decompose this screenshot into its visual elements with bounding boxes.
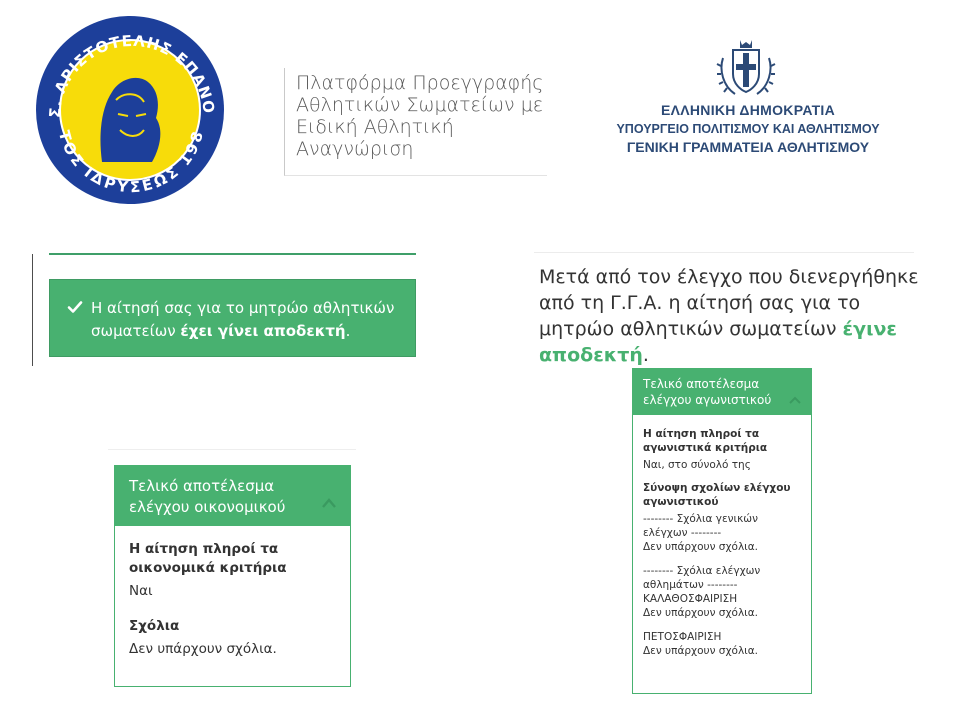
svg-text:Α.Ε.Σ. ΑΡΙΣΤΟΤΕΛΗΣ ΕΠΑΝΟΜΗΣ: Σ. ΑΡΙΣΤΟΤΕΛΗΣ ΕΠΑΝΟ — [45, 31, 219, 119]
competitive-result-card — [632, 368, 812, 694]
alert-text-end: . — [345, 322, 351, 340]
sports-checks-header: -------- Σχόλια ελέγχων αθλημάτων -------- — [643, 565, 761, 591]
financial-comments-label: Σχόλια — [129, 618, 180, 634]
financial-card-title: Τελικό αποτέλεσμα ελέγχου οικονομικού — [129, 477, 286, 516]
ministry-header — [612, 36, 884, 160]
sport-name-basketball: ΚΑΛΑΘΟΣΦΑΙΡΙΣΗ — [643, 593, 738, 605]
competitive-summary-label: Σύνοψη σχολίων ελέγχου αγωνιστικού — [643, 482, 791, 508]
sport-basketball-comments: Δεν υπάρχουν σχόλια. — [643, 607, 758, 619]
platform-title-line: Αναγνώριση — [296, 138, 414, 160]
financial-criteria-label: Η αίτηση πληροί τα οικονομικά κριτήρια — [129, 541, 287, 576]
success-alert-message — [91, 297, 411, 343]
platform-title — [284, 68, 547, 176]
alert-text-bold: έχει γίνει αποδεκτή — [180, 322, 346, 340]
platform-title-line: Πλατφόρμα Προεγγραφής — [296, 72, 544, 94]
chevron-up-icon[interactable] — [322, 498, 336, 508]
ministry-line-ministry: ΥΠΟΥΡΓΕΙΟ ΠΟΛΙΤΙΣΜΟΥ ΚΑΙ ΑΘΛΗΤΙΣΜΟΥ — [616, 122, 880, 136]
competitive-criteria-value: Ναι, στο σύνολό της — [643, 459, 751, 471]
ministry-line-republic: ΕΛΛΗΝΙΚΗ ΔΗΜΟΚΡΑΤΙΑ — [660, 102, 836, 118]
competitive-card-title: Τελικό αποτέλεσμα ελέγχου αγωνιστικού — [643, 377, 772, 407]
ministry-line-secretariat: ΓΕΝΙΚΗ ΓΡΑΜΜΑΤΕΙΑ ΑΘΛΗΤΙΣΜΟΥ — [626, 139, 870, 155]
divider — [534, 252, 914, 253]
gga-result-message — [539, 264, 919, 368]
general-checks-header: -------- Σχόλια γενικών ελέγχων -------- — [643, 513, 758, 539]
gga-text: Μετά από τον έλεγχο που διενεργήθηκε από τη Γ.Γ.Α. η αίτησή σας για το μητρώο αθλητικών σωματείων — [539, 266, 919, 340]
platform-title-line: Ειδική Αθλητική — [296, 116, 454, 138]
competitive-criteria-label: Η αίτηση πληροί τα αγωνιστικά κριτήρια — [643, 428, 768, 454]
sport-name-volleyball: ΠΕΤΟΣΦΑΙΡΙΣΗ — [643, 631, 722, 643]
club-logo-emblem — [32, 12, 228, 208]
financial-result-card — [114, 465, 351, 687]
competitive-card-header[interactable] — [633, 369, 811, 415]
financial-criteria-value: Ναι — [129, 583, 153, 599]
greek-coat-of-arms-icon — [713, 36, 779, 102]
divider — [49, 253, 416, 255]
alert-text: Η αίτησή σας για το μητρώο αθλητικών σωματείων — [91, 299, 395, 340]
sport-volleyball-comments: Δεν υπάρχουν σχόλια. — [643, 645, 758, 657]
svg-text:ΕΤΟΣ ΙΔΡΥΣΕΩΣ 1988: ΤΟΣ ΙΔΡΥΣΕΩΣ 198 — [54, 128, 208, 197]
chevron-up-icon[interactable] — [789, 396, 801, 404]
gga-text-end: . — [642, 344, 649, 366]
club-logo — [32, 12, 228, 208]
divider — [108, 449, 356, 450]
financial-comments-value: Δεν υπάρχουν σχόλια. — [129, 641, 277, 657]
divider — [32, 254, 33, 366]
financial-card-header[interactable] — [115, 466, 350, 526]
success-alert — [49, 279, 416, 357]
general-checks-value: Δεν υπάρχουν σχόλια. — [643, 541, 758, 553]
platform-title-line: Αθλητικών Σωματείων με — [296, 94, 544, 116]
check-icon — [67, 299, 83, 315]
gga-accepted-highlight: έγινε αποδεκτή — [539, 318, 897, 366]
